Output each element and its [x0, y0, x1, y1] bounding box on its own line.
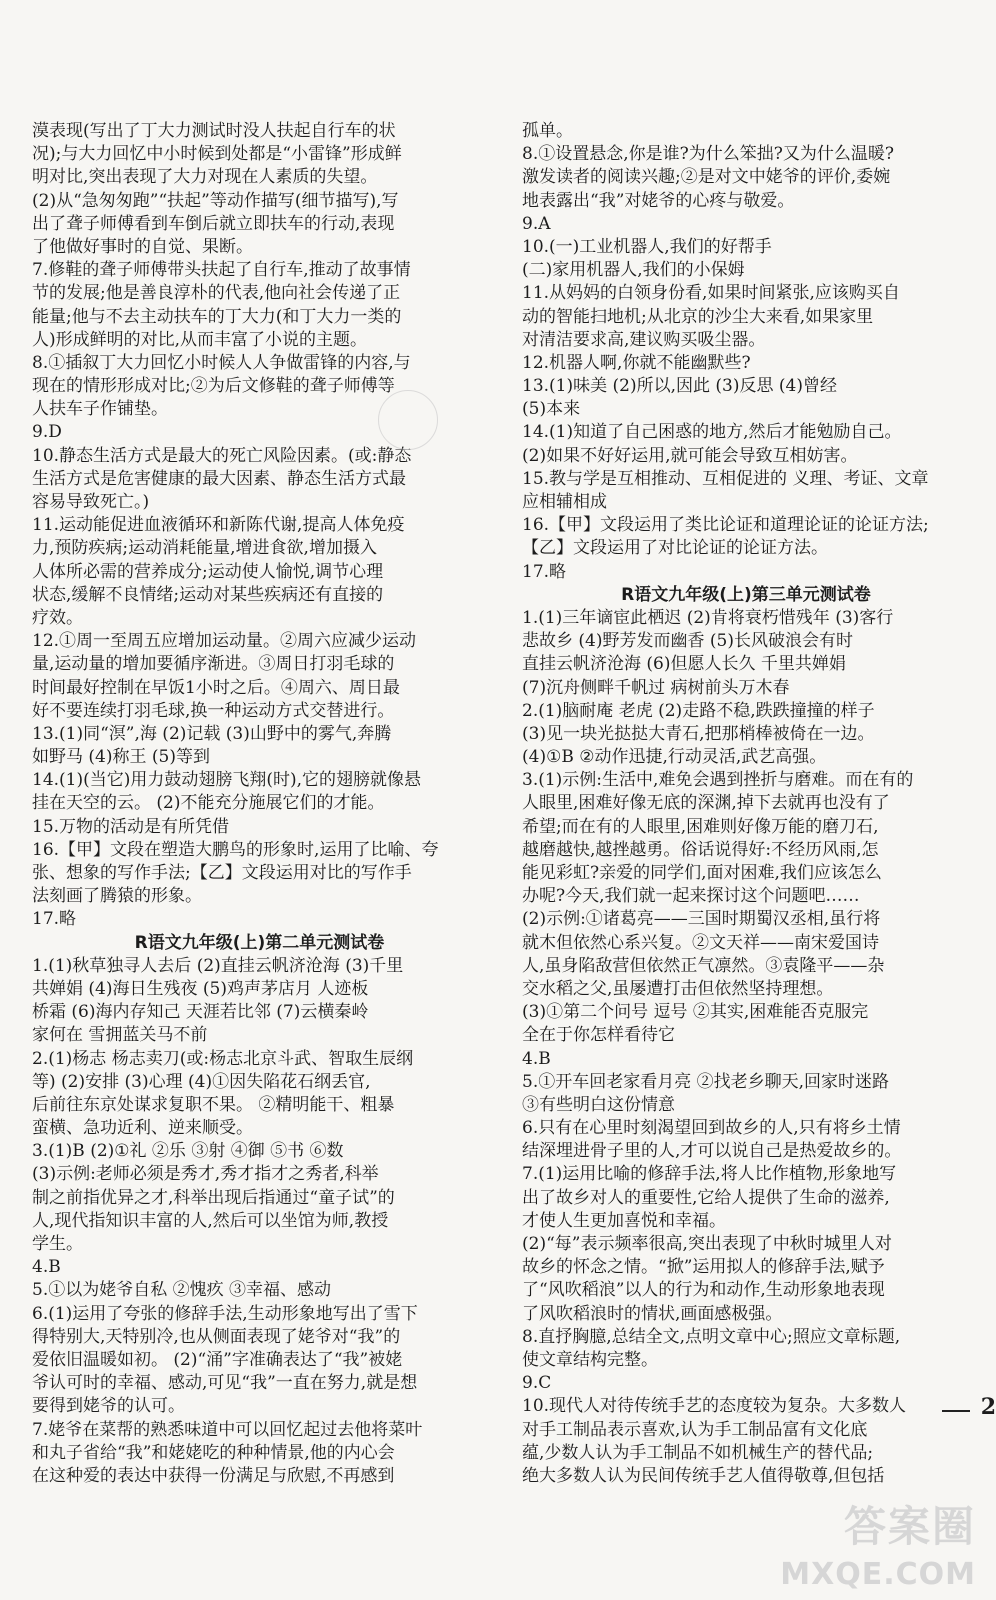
answer-line: 交水稻之父,虽屡遭打击但依然坚持理想。 [522, 978, 834, 999]
answer-line: 人眼里,困难好像无底的深渊,掉下去就再也没有了 [522, 793, 890, 814]
answer-line: 爷认可时的幸福、感动,可见“我”一直在努力,就是想 [32, 1373, 418, 1394]
answer-line: 人,现代指知识丰富的人,然后可以坐馆为师,教授 [32, 1210, 389, 1231]
answer-line: 10.现代人对待传统手艺的态度较为复杂。大多数人 [522, 1396, 907, 1417]
answer-line: 法刻画了腾猿的形象。 [32, 886, 202, 907]
answer-line: 量,运动量的增加要循序渐进。③周日打羽毛球的 [32, 654, 395, 675]
answer-line: 能量;他与不去主动扶车的丁大力(和丁大力一类的 [32, 306, 402, 327]
answer-line: 全在于你怎样看待它 [522, 1025, 675, 1046]
answer-line: 蛮横、急功近利、逆来顺受。 [32, 1118, 253, 1139]
answer-line: 人,虽身陷敌营但依然正气凛然。③袁隆平——杂 [522, 955, 885, 976]
answer-line: 7.修鞋的聋子师傅带头扶起了自行车,推动了故事情 [32, 260, 411, 281]
answer-line: 地表露出“我”对姥爷的心疼与敬爱。 [522, 190, 795, 211]
answer-line: 时间最好控制在早饭1小时之后。④周六、周日最 [32, 677, 400, 698]
answer-line: 15.万物的活动是有所凭借 [32, 816, 230, 837]
answer-line: 13.(1)同“溟”,海 (2)记载 (3)山野中的雾气,奔腾 [32, 723, 392, 744]
answer-line: 在这种爱的表达中获得一份满足与欣慰,不再感到 [32, 1465, 395, 1486]
answer-line: 爱依旧温暖如初。 (2)“涌”字准确表达了“我”被姥 [32, 1349, 403, 1370]
answer-line: 【乙】文段运用了对比论证的论证方法。 [522, 538, 828, 559]
answer-line: 14.(1)知道了自己困惑的地方,然后才能勉励自己。 [522, 422, 902, 443]
answer-line: 要得到姥爷的认可。 [32, 1396, 185, 1417]
answer-line: (2)示例:①诸葛亮——三国时期蜀汉丞相,虽行将 [522, 909, 881, 930]
answer-line: 对清洁要求高,建议购买吸尘器。 [522, 329, 766, 350]
answer-line: 12.①周一至周五应增加运动量。②周六应减少运动 [32, 631, 417, 652]
answer-line: 疗效。 [32, 607, 83, 628]
answer-line: 了风吹稻浪时的情状,画面感极强。 [522, 1303, 783, 1324]
answer-line: 人)形成鲜明的对比,从而丰富了小说的主题。 [32, 329, 368, 350]
answer-line: 力,预防疾病;运动消耗能量,增进食欲,增加摄入 [32, 538, 377, 559]
answer-line: 8.直抒胸臆,总结全文,点明文章中心;照应文章标题, [522, 1326, 901, 1347]
answer-line: 17.略 [522, 561, 567, 582]
answer-line: 应相辅相成 [522, 492, 607, 512]
answer-line: 越磨越快,越挫越勇。俗话说得好:不经历风雨,怎 [522, 839, 879, 860]
answer-line: 漠表现(写出了丁大力测试时没人扶起自行车的状 [32, 121, 396, 141]
answer-line: 后前往东京处谋求复职不果。 ②精明能干、粗暴 [32, 1094, 395, 1115]
answer-line: 3.(1)示例:生活中,难免会遇到挫折与磨难。而在有的 [522, 770, 914, 791]
answer-line: 张、想象的写作手法;【乙】文段运用对比的写作手 [32, 863, 412, 883]
answer-line: (3)见一块光挞挞大青石,把那梢棒被倚在一边。 [522, 723, 875, 744]
answer-line: (3)①第二个问号 逗号 ②其实,困难能否克服完 [522, 1002, 869, 1023]
answer-line: 现在的情形形成对比;②为后文修鞋的聋子师傅等 [32, 376, 395, 397]
answer-line: 生活方式是危害健康的最大因素、静态生活方式最 [32, 468, 406, 489]
answer-line: 17.略 [32, 909, 77, 930]
answer-line: 了“风吹稻浪”以人的行为和动作,生动形象地表现 [522, 1280, 885, 1301]
answer-line: (4)①B ②动作迅捷,行动灵活,武艺高强。 [522, 747, 827, 768]
answer-line: (二)家用机器人,我们的小保姆 [522, 260, 745, 281]
answer-line: 况);与大力回忆中小时候到处都是“小雷锋”形成鲜 [32, 144, 402, 165]
answer-line: 故乡的怀念之情。“掀”运用拟人的修辞手法,赋予 [522, 1257, 885, 1278]
answer-line: (2)“每”表示频率很高,突出表现了中秋时城里人对 [522, 1234, 892, 1254]
answer-line: 16.【甲】文段运用了类比论证和道理论证的论证方法; [522, 515, 929, 536]
answer-line: 直挂云帆济沧海 (6)但愿人长久 千里共婵娟 [522, 654, 846, 675]
section-title: R语文九年级(上)第三单元测试卷 [621, 584, 871, 605]
left-column [32, 120, 487, 1488]
answer-line: 结深埋进骨子里的人,才可以说自己是热爱故乡的。 [522, 1141, 902, 1162]
answer-line: 人扶车子作铺垫。 [32, 399, 168, 420]
answer-line: 8.①设置悬念,你是谁?为什么笨拙?又为什么温暖? [522, 144, 894, 165]
answer-line: 家何在 雪拥蓝关马不前 [32, 1025, 208, 1046]
answer-line: 节的发展;他是善良淳朴的代表,他向社会传递了正 [32, 283, 401, 304]
answer-line: 和丸子省给“我”和姥姥吃的种种情景,他的内心会 [32, 1442, 395, 1463]
answer-line: 10.静态生活方式是最大的死亡风险因素。(或:静态 [32, 445, 412, 466]
answer-line: 孤单。 [522, 121, 573, 141]
answer-line: 16.【甲】文段在塑造大鹏鸟的形象时,运用了比喻、夸 [32, 839, 439, 860]
answer-line: 2.(1)脑耐庵 老虎 (2)走路不稳,跌跌撞撞的样子 [522, 700, 875, 721]
answer-line: 能见彩虹?亲爱的同学们,面对困难,我们应该怎么 [522, 863, 882, 883]
answer-line: 学生。 [32, 1234, 83, 1254]
answer-line: 等) (2)安排 (3)心理 (4)①因失陷花石纲丢官, [32, 1071, 371, 1092]
answer-line: 1.(1)秋草独寻人去后 (2)直挂云帆济沧海 (3)千里 [32, 955, 404, 976]
answer-line: (2)如果不好好运用,就可能会导致互相妨害。 [522, 445, 858, 466]
watermark-logo: 答案圈 [843, 1502, 976, 1551]
answer-line: 12.机器人啊,你就不能幽默些? [522, 352, 751, 373]
answer-line: 出了聋子师傅看到车倒后就立即扶车的行动,表现 [32, 213, 395, 234]
answer-line: 了他做好事时的自觉、果断。 [32, 236, 253, 257]
faint-stamp-mark [378, 390, 438, 450]
answer-line: ③有些明白这份情意 [522, 1094, 675, 1115]
answer-line: 1.(1)三年谪宦此栖迟 (2)肯将衰朽惜残年 (3)客行 [522, 607, 894, 628]
answer-line: 9.C [522, 1373, 552, 1394]
page-number: 2 [980, 1394, 996, 1420]
answer-line: 状态,缓解不良情绪;运动对某些疾病还有直接的 [32, 584, 384, 605]
answer-line: 得特别大,天特别冷,也从侧面表现了姥爷对“我”的 [32, 1326, 401, 1347]
answer-line: 9.A [522, 213, 551, 234]
answer-line: 5.①开车回老家看月亮 ②找老乡聊天,回家时迷路 [522, 1071, 890, 1092]
watermark-url: MXQE.COM [780, 1557, 976, 1592]
answer-line: 绝大多数人认为民间传统手艺人值得敬尊,但包括 [522, 1465, 885, 1486]
answer-line: 共婵娟 (4)海日生残夜 (5)鸡声茅店月 人迹板 [32, 978, 369, 999]
answer-line: 6.(1)运用了夸张的修辞手法,生动形象地写出了雪下 [32, 1303, 418, 1324]
answer-line: 对手工制品表示喜欢,认为手工制品富有文化底 [522, 1419, 868, 1440]
answer-line: 9.D [32, 422, 62, 443]
answer-line: 14.(1)(当它)用力鼓动翅膀飞翔(时),它的翅膀就像悬 [32, 770, 422, 791]
answer-line: 7.姥爷在菜帮的熟悉味道中可以回忆起过去他将菜叶 [32, 1419, 423, 1440]
answer-line: 就木但依然心系兴复。②文天祥——南宋爱国诗 [522, 932, 879, 953]
answer-line: (3)示例:老师必须是秀才,秀才指才之秀者,科举 [32, 1164, 379, 1185]
answer-line: 8.①插叙丁大力回忆小时候人人争做雷锋的内容,与 [32, 352, 411, 373]
answer-line: 好不要连续打羽毛球,换一种运动方式交替进行。 [32, 700, 395, 721]
answer-line: 4.B [32, 1257, 61, 1278]
answer-line: 激发读者的阅读兴趣;②是对文中姥爷的评价,委婉 [522, 167, 891, 188]
answer-line: 2.(1)杨志 杨志卖刀(或:杨志北京斗武、智取生辰纲 [32, 1048, 414, 1069]
answer-line: 制之前指优异之才,科举出现后指通过“童子试”的 [32, 1187, 395, 1208]
answer-line: 悲故乡 (4)野芳发而幽香 (5)长风破浪会有时 [522, 631, 853, 652]
answer-line: 13.(1)味美 (2)所以,因此 (3)反思 (4)曾经 [522, 376, 837, 397]
answer-line: 桥霜 (6)海内存知己 天涯若比邻 (7)云横秦岭 [32, 1002, 369, 1023]
answer-line: 如野马 (4)称王 (5)等到 [32, 747, 210, 768]
answer-line: 容易导致死亡。) [32, 492, 150, 512]
answer-line: 15.教与学是互相推动、互相促进的 义理、考证、文章 [522, 468, 929, 489]
answer-line: 希望;而在有的人眼里,困难则好像万能的磨刀石, [522, 816, 879, 837]
answer-line: 6.只有在心里时刻渴望回到故乡的人,只有将乡土情 [522, 1118, 901, 1139]
answer-line: 挂在天空的云。 (2)不能充分施展它们的才能。 [32, 793, 385, 814]
answer-line: 11.运动能促进血液循环和新陈代谢,提高人体免疫 [32, 515, 405, 536]
answer-line: 动的智能扫地机;从北京的沙尘大来看,如果家里 [522, 306, 874, 327]
answer-line: 10.(一)工业机器人,我们的好帮手 [522, 236, 772, 257]
answer-line: (2)从“急匆匆跑”“扶起”等动作描写(细节描写),写 [32, 190, 399, 211]
answer-line: 4.B [522, 1048, 551, 1069]
answer-line: (7)沉舟侧畔千帆过 病树前头万木春 [522, 677, 790, 698]
answer-line: 蕴,少数人认为手工制品不如机械生产的替代品; [522, 1442, 874, 1463]
right-column [522, 120, 970, 1488]
answer-line: 才使人生更加喜悦和幸福。 [522, 1210, 726, 1231]
answer-line: 11.从妈妈的白领身份看,如果时间紧张,应该购买自 [522, 283, 900, 304]
answer-line: 7.(1)运用比喻的修辞手法,将人比作植物,形象地写 [522, 1164, 897, 1185]
page-number-dash [942, 1410, 970, 1412]
answer-line: 出了故乡对人的重要性,它给人提供了生命的滋养, [522, 1187, 890, 1208]
answer-line: (5)本来 [522, 399, 581, 420]
section-title: R语文九年级(上)第二单元测试卷 [134, 932, 385, 953]
answer-line: 3.(1)B (2)①礼 ②乐 ③射 ④御 ⑤书 ⑥数 [32, 1141, 344, 1162]
answer-line: 明对比,突出表现了大力对现在人素质的失望。 [32, 167, 378, 188]
answer-line: 使文章结构完整。 [522, 1349, 658, 1370]
answer-line: 5.①以为姥爷自私 ②愧疚 ③幸福、感动 [32, 1280, 332, 1301]
answer-line: 人体所必需的营养成分;运动使人愉悦,调节心理 [32, 561, 384, 582]
answer-line: 办呢?今天,我们就一起来探讨这个问题吧…… [522, 886, 860, 907]
